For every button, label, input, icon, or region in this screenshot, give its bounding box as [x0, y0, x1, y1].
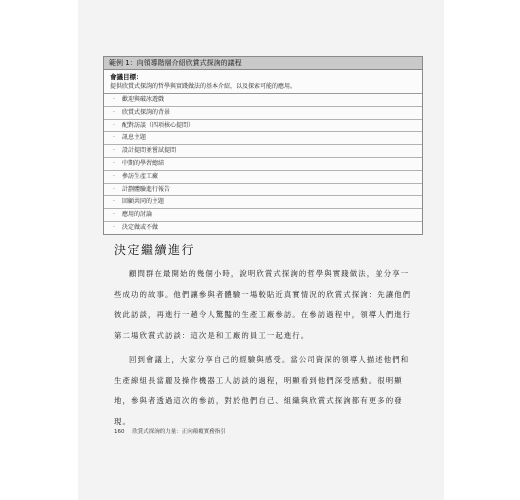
bullet-icon: · [113, 96, 115, 103]
agenda-item [104, 107, 422, 120]
objective-text: 提供欣賞式探詢的哲學與實踐做法的基本介紹，以及探索可能的應用。 [110, 83, 297, 90]
agenda-item [104, 184, 422, 197]
bullet-icon: · [113, 198, 115, 206]
section-title: 決定繼續進行 [114, 243, 196, 257]
agenda-item-label: 回顧共同的主題 [122, 198, 165, 206]
agenda-item [104, 120, 422, 133]
agenda-box-title: 範例 1：向領導階層介紹欣賞式探詢的議程 [104, 57, 422, 70]
bullet-icon: · [113, 159, 115, 167]
agenda-item [104, 132, 422, 145]
agenda-item-label: 歡迎與破冰遊戲 [122, 96, 165, 103]
agenda-item-label: 計劃體驗進行報告 [122, 185, 171, 193]
bullet-icon: · [113, 121, 115, 129]
body-paragraph: 回到會議上，大家分享自己的經驗與感受。當公司資深的領導人描述他們和生產線組長當麗及操作機器工人訪談的過程，明顯看到他們深受感動。很明顯地，參與者透過這次的參訪，對於他們自己、組織與欣賞式探詢都有更多的發現。 [114, 355, 410, 426]
objective-section [104, 70, 422, 94]
bullet-icon: · [113, 108, 115, 116]
agenda-item [104, 209, 422, 222]
agenda-list [104, 94, 422, 234]
agenda-item-label: 決定做或不做 [122, 223, 159, 231]
agenda-item [104, 145, 422, 158]
page-number: 160 [114, 429, 125, 435]
agenda-item-label: 應用的討論 [122, 211, 153, 219]
agenda-item [104, 196, 422, 209]
bullet-icon: · [113, 223, 115, 231]
bullet-icon: · [113, 172, 115, 180]
agenda-item [104, 171, 422, 184]
agenda-box [103, 56, 423, 235]
bullet-icon: · [113, 211, 115, 219]
bullet-icon: · [113, 185, 115, 193]
bullet-icon: · [113, 147, 115, 155]
agenda-item [104, 158, 422, 171]
agenda-item-label: 中期的學習總結 [122, 159, 165, 167]
agenda-item-label: 訊息主題 [122, 134, 147, 142]
body-paragraph: 顧問群在最開始的幾個小時，說明欣賞式探詢的哲學與實踐做法，並分享一些成功的故事。他們讓參與者體驗一場較貼近真實情況的欣賞式探詢：先讓他們彼此訪談，再進行一趟令人驚豔的生產工廠參訪。在參訪過程中，領導人們進行第二場欣賞式訪談：這次是和工廠的員工一起進行。 [114, 269, 412, 340]
running-title: 欣賞式探詢的力量：正向顛覆實務指引 [132, 429, 226, 435]
agenda-item-label: 設計提問並嘗試提問 [122, 147, 177, 155]
agenda-item-label: 欣賞式探詢的背景 [122, 108, 171, 116]
agenda-item-label: 參訪生產工廠 [122, 172, 159, 180]
bullet-icon: · [113, 134, 115, 142]
objective-heading: 會議目標： [110, 73, 143, 81]
agenda-item [104, 94, 422, 107]
agenda-item-label: 配對訪談（四項核心提問） [122, 121, 195, 129]
agenda-item [104, 222, 422, 234]
page-footer [114, 427, 226, 435]
